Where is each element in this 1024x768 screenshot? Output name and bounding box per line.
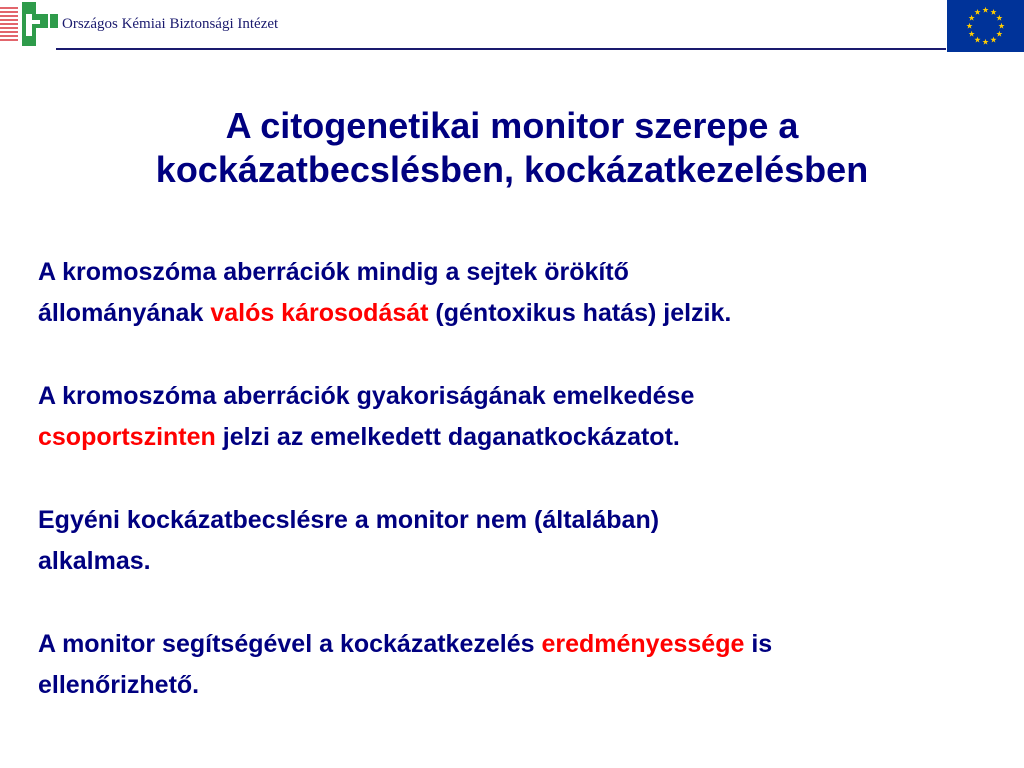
eu-flag-icon	[947, 0, 1024, 52]
paragraph-2-line-1: A kromoszóma aberrációk gyakoriságának emelkedése	[38, 382, 695, 410]
highlighted-text: valós károsodását	[210, 299, 429, 327]
organization-name: Országos Kémiai Biztonsági Intézet	[62, 16, 279, 32]
text-segment: is	[744, 630, 773, 658]
paragraph-4-line-2: ellenőrizhető.	[38, 671, 200, 699]
title-line-2: kockázatbecslésben, kockázatkezelésben	[155, 149, 869, 190]
header	[0, 0, 1024, 50]
paragraph-1-line-2	[38, 293, 1024, 334]
paragraph-3-line-2: alkalmas.	[38, 547, 151, 575]
text-segment: A monitor segítségével a kockázatkezelés	[38, 630, 542, 658]
paragraph-2-line-2	[38, 417, 1024, 458]
paragraph-4	[38, 624, 1024, 706]
paragraph-2	[38, 376, 1024, 458]
paragraph-1-line-1: A kromoszóma aberrációk mindig a sejtek örökítő	[38, 258, 629, 286]
paragraph-3	[38, 500, 1024, 582]
okbi-cross-logo-icon	[0, 0, 60, 48]
paragraph-4-line-1	[38, 624, 1024, 665]
slide-body	[38, 252, 1024, 748]
paragraph-3-line-1: Egyéni kockázatbecslésre a monitor nem (általában)	[38, 506, 660, 534]
highlighted-text: eredményessége	[541, 630, 745, 658]
highlighted-text: csoportszinten	[38, 423, 216, 451]
paragraph-1	[38, 252, 1024, 334]
text-segment: állományának	[38, 299, 211, 327]
text-segment: (géntoxikus hatás) jelzik.	[428, 299, 732, 327]
slide-title	[0, 104, 1024, 192]
title-line-1: A citogenetikai monitor szerepe a	[225, 105, 799, 146]
text-segment: jelzi az emelkedett daganatkockázatot.	[215, 423, 680, 451]
